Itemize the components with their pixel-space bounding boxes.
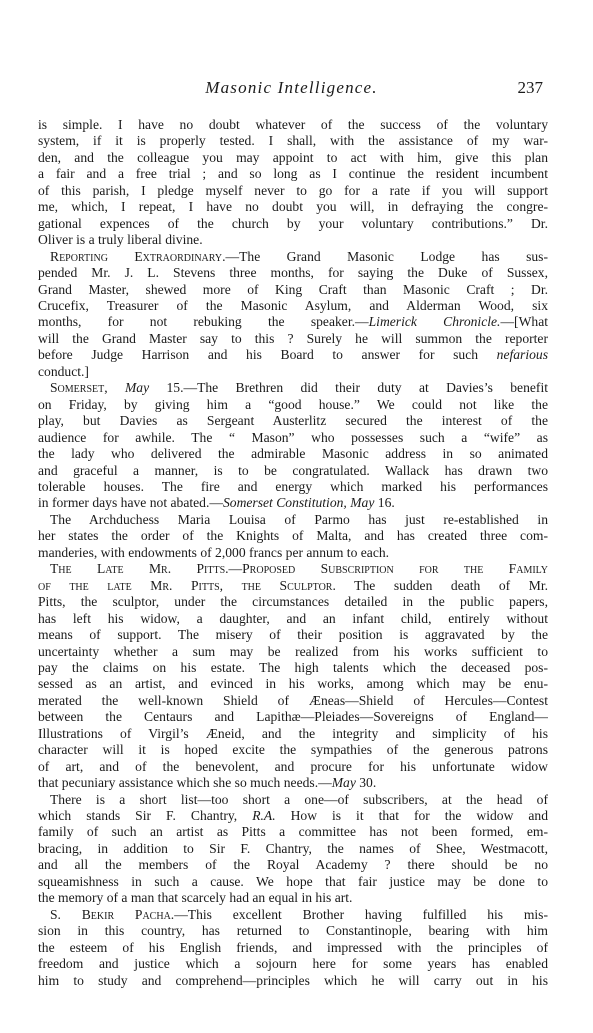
text-line	[38, 150, 548, 166]
small-caps-heading: of the late Mr. Pitts, the Sculptor.	[38, 577, 336, 593]
text-line	[38, 874, 548, 890]
text-run: me, which, I repeat, I have no doubt you will, in defraying the congre-	[38, 199, 548, 215]
text-run: is simple. I have no doubt whatever of the success of the voluntary	[38, 117, 548, 132]
text-line	[38, 742, 548, 758]
text-run: family of such an artist as Pitts a committee has not been formed, em-	[38, 824, 548, 840]
small-caps-heading: S. Bekir Pacha.	[50, 906, 175, 922]
text-run: between the Centaurs and Lapithæ—Pleiades—Sovereigns of England—	[38, 709, 548, 725]
text-line	[38, 463, 548, 479]
text-run: Oliver is a truly liberal divine.	[38, 232, 203, 248]
text-run: Illustrations of Virgil’s Æneid, and the integrity and simplicity of his	[38, 725, 548, 741]
text-run: before Judge Harrison and his Board to answer for such	[38, 347, 497, 363]
text-line	[38, 627, 548, 643]
text-run: freedom and justice which a sojourn here for some years has enabled	[38, 956, 548, 972]
italic-run: R.A.	[252, 808, 276, 824]
small-caps-heading: Reporting Extraordinary.	[50, 248, 226, 264]
text-line	[38, 282, 548, 298]
text-run: gational expences of the church by your voluntary contributions.” Dr.	[38, 215, 548, 231]
text-line	[38, 216, 548, 232]
text-run: The Archduchess Maria Louisa of Parmo has just re-established in	[50, 511, 548, 527]
text-run: den, and the colleague you may appoint to act with him, give this plan	[38, 149, 548, 165]
page-header	[40, 78, 543, 104]
text-line	[38, 907, 548, 923]
text-run: The sudden death of Mr.	[335, 577, 548, 593]
small-caps-heading: Proposed Subscription for the Family	[242, 561, 548, 577]
text-line	[38, 890, 548, 906]
text-run: Pitts, the sculptor, under the circumstances detailed in the public papers,	[38, 594, 548, 610]
text-line	[38, 380, 548, 396]
text-line	[38, 594, 548, 610]
text-line	[38, 940, 548, 956]
text-line	[38, 973, 548, 989]
text-run: squeamishness in such a cause. We hope that fair justice may be done to	[38, 873, 548, 889]
text-run: —This excellent Brother having fulfilled his mis-	[174, 906, 548, 922]
text-line	[38, 709, 548, 725]
text-line	[38, 430, 548, 446]
text-line	[38, 528, 548, 544]
text-run: 16.	[374, 495, 395, 511]
text-run: and graceful a manner, is to be congratulated. Wallack has drawn two	[38, 462, 548, 478]
text-run: pended Mr. J. L. Stevens three months, for saying the Duke of Sussex,	[38, 265, 548, 281]
article-body	[38, 117, 548, 989]
italic-run: May	[331, 775, 356, 791]
text-line	[38, 956, 548, 972]
running-title: Masonic Intelligence.	[205, 78, 378, 97]
text-run: —[What	[500, 314, 548, 330]
text-run: the lady who delivered the admirable Masonic address in so animated	[38, 446, 548, 462]
text-run: 30.	[355, 775, 377, 791]
text-run: Grand Master, shewed more of King Craft than Masonic Craft ; Dr.	[38, 281, 548, 297]
text-line	[38, 446, 548, 462]
text-run: and all the members of the Royal Academy ? there should be no	[38, 857, 548, 873]
text-line	[38, 759, 548, 775]
text-line	[38, 792, 548, 808]
small-caps-heading: The Late Mr. Pitts.	[50, 561, 229, 577]
text-run: manderies, with endowments of 2,000 francs per annum to each.	[38, 544, 390, 560]
text-line	[38, 298, 548, 314]
text-run: ,	[104, 380, 125, 396]
text-line	[38, 249, 548, 265]
text-run: has left his widow, a daughter, and an infant child, entirely without	[38, 610, 548, 626]
text-line	[38, 166, 548, 182]
text-run: the memory of a man that scarcely had an equal in his art.	[38, 890, 353, 906]
text-run: tolerable houses. The fire and energy which marked his performances	[38, 478, 548, 494]
text-line	[38, 693, 548, 709]
text-run: There is a short list—too short a one—of subscribers, at the head of	[50, 791, 548, 807]
text-line	[38, 644, 548, 660]
italic-run: nefarious	[496, 347, 548, 363]
text-run: character will it is hoped excite the sympathies of the generous patrons	[38, 742, 548, 758]
text-line	[38, 265, 548, 281]
text-line	[38, 923, 548, 939]
text-run: —	[228, 561, 243, 577]
text-line	[38, 676, 548, 692]
text-run: sion in this country, has returned to Constantinople, bearing with him	[38, 923, 548, 939]
text-run: in former days have not abated.—	[38, 495, 223, 511]
text-line	[38, 199, 548, 215]
text-run: the esteem of his English friends, and impressed with the principles of	[38, 939, 548, 955]
text-run: 15.—The Brethren did their duty at Davies’s benefit	[149, 380, 548, 396]
text-run: sessed as an artist, and evinced in his works, among which may be enu-	[38, 676, 548, 692]
italic-run: Limerick Chronicle.	[368, 314, 501, 330]
text-run: play, but Davies as Sergeant Austerlitz secured the interest of the	[38, 413, 548, 429]
text-run: will the Grand Master say to this ? Surely he will summon the reporter	[38, 330, 548, 346]
text-run: Crucefix, Treasurer of the Masonic Asylum, and Alderman Wood, six	[38, 297, 548, 313]
text-run: which stands Sir F. Chantry,	[38, 808, 253, 824]
text-line	[38, 512, 548, 528]
text-line	[38, 479, 548, 495]
text-line	[38, 133, 548, 149]
text-line	[38, 364, 548, 380]
text-line	[38, 611, 548, 627]
text-line	[38, 824, 548, 840]
text-run: audience for awhile. The “ Mason” who possesses such a “wife” as	[38, 429, 548, 445]
text-line	[38, 808, 548, 824]
text-line	[38, 660, 548, 676]
text-run: How is it that for the widow and	[275, 808, 548, 824]
small-caps-heading: Somerset	[50, 380, 105, 396]
text-line	[38, 314, 548, 330]
text-run: that pecuniary assistance which she so much needs.—	[38, 775, 332, 791]
text-run: —The Grand Masonic Lodge has sus-	[225, 248, 548, 264]
text-line	[38, 775, 548, 791]
italic-run: Somerset Constitution, May	[222, 495, 375, 511]
text-line	[38, 397, 548, 413]
text-line	[38, 183, 548, 199]
text-line	[38, 413, 548, 429]
text-line	[38, 841, 548, 857]
text-line	[38, 495, 548, 511]
text-run: a fair and a free trial ; and so long as I continue the resident incumbent	[38, 166, 548, 182]
page-number: 237	[517, 78, 543, 97]
text-run: of art, and of the benevolent, and procure for his unfortunate widow	[38, 758, 548, 774]
text-run: months, for not rebuking the speaker.—	[38, 314, 369, 330]
text-run: conduct.]	[38, 363, 89, 379]
text-run: uncertainty whether a sum may be realized from his works sufficient to	[38, 643, 548, 659]
text-line	[38, 117, 548, 133]
text-run: her states the order of the Knights of Malta, and has created three com-	[38, 528, 548, 544]
text-run: system, if it is properly tested. I shall, with the assistance of my war-	[38, 133, 548, 149]
text-run: on Friday, by giving him a “good house.” We could not like the	[38, 396, 548, 412]
text-line	[38, 331, 548, 347]
italic-run: May	[124, 380, 150, 396]
text-run: pay the claims on his estate. The high talents which the deceased pos-	[38, 659, 548, 675]
text-run: merated the well-known Shield of Æneas—Shield of Hercules—Contest	[38, 692, 548, 708]
text-line	[38, 232, 548, 248]
text-line	[38, 857, 548, 873]
text-line	[38, 726, 548, 742]
text-run: bracing, in addition to Sir F. Chantry, the names of Shee, Westmacott,	[38, 840, 548, 856]
text-run: of this parish, I pledge myself never to go for a rate if you will support	[38, 182, 548, 198]
text-line	[38, 561, 548, 577]
text-line	[38, 578, 548, 594]
text-line	[38, 545, 548, 561]
text-run: means of support. The misery of their position is aggravated by the	[38, 627, 548, 643]
text-line	[38, 347, 548, 363]
text-run: him to study and comprehend—principles which he will carry out in his	[38, 972, 548, 988]
